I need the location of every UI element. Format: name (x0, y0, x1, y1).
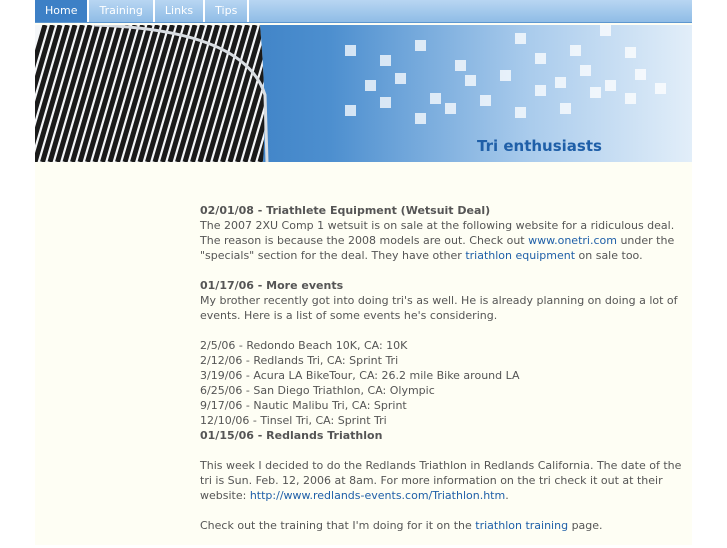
header-banner (35, 25, 692, 162)
post-more-events (200, 278, 686, 323)
triathlon-equipment-link[interactable]: triathlon equipment (465, 249, 576, 262)
top-nav (35, 0, 692, 23)
post-heading: 01/17/06 - More events (200, 279, 344, 292)
redlands-link[interactable]: http://www.redlands-events.com/Triathlon.htm (249, 489, 506, 502)
nav-home[interactable]: Home (35, 0, 89, 22)
post-heading: 02/01/08 - Triathlete Equipment (Wetsuit Deal) (200, 204, 491, 217)
event-item: 2/5/06 - Redondo Beach 10K, CA: 10K (200, 339, 408, 352)
event-item: 9/17/06 - Nautic Malibu Tri, CA: Sprint (200, 399, 407, 412)
nav-training[interactable]: Training (89, 0, 154, 22)
post-text: My brother recently got into doing tri's as well. He is already planning on doing a lot of events. Here is a list of some events he's considering. (200, 294, 678, 322)
event-item: 6/25/06 - San Diego Triathlon, CA: Olympic (200, 384, 435, 397)
post-text: The 2007 2XU Comp 1 wetsuit is on sale at the following website for a ridiculous deal. The reason is because the 2008 models are out. Check out (200, 219, 675, 247)
main-content (200, 203, 686, 548)
post-text: under the "specials" section for the deal. They have other (200, 234, 675, 262)
post-training (200, 518, 686, 533)
onetri-link[interactable]: www.onetri.com (528, 234, 617, 247)
event-item: 3/19/06 - Acura LA BikeTour, CA: 26.2 mile Bike around LA (200, 369, 520, 382)
triathlon-training-link[interactable]: triathlon training (475, 519, 569, 532)
post-text: . (505, 489, 509, 502)
post-redlands (200, 458, 686, 503)
post-text: Check out the training that I'm doing for it on the (200, 519, 476, 532)
event-item: 2/12/06 - Redlands Tri, CA: Sprint Tri (200, 354, 399, 367)
nav-tips[interactable]: Tips (205, 0, 249, 22)
nav-links[interactable]: Links (155, 0, 205, 22)
event-item: 12/10/06 - Tinsel Tri, CA: Sprint Tri (200, 414, 387, 427)
post-heading: 01/15/06 - Redlands Triathlon (200, 429, 383, 442)
site-title: Tri enthusiasts (477, 137, 602, 155)
post-text: This week I decided to do the Redlands Triathlon in Redlands California. The date of the tri is Sun. Feb. 12, 2006 at 8am. For more information on the tri check it out at their website: (200, 459, 682, 502)
post-text: on sale too. (575, 249, 643, 262)
events-block (200, 338, 686, 443)
post-text: page. (568, 519, 603, 532)
post-wetsuit (200, 203, 686, 263)
